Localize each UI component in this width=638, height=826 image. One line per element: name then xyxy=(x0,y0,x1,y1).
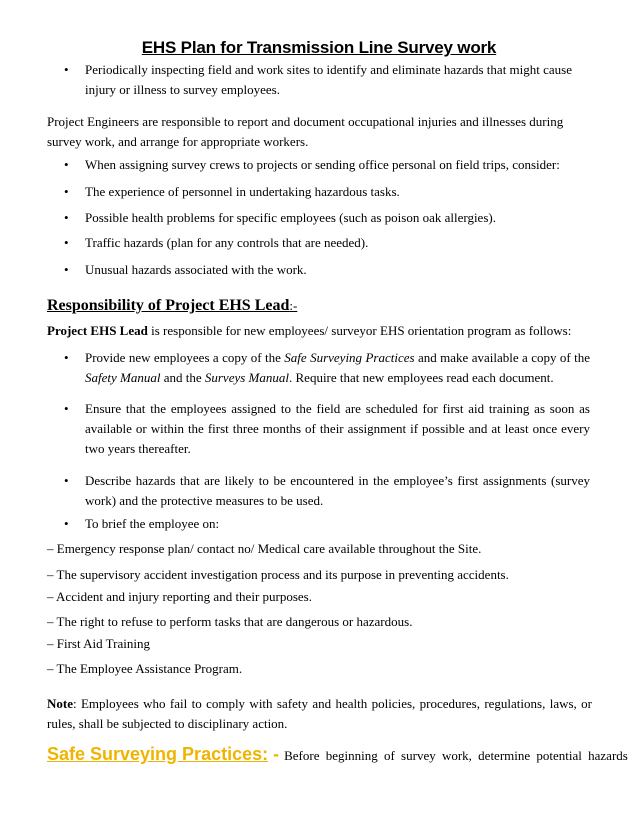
dash-item: – Emergency response plan/ contact no/ Medical care available throughout the Site. xyxy=(47,541,482,556)
bullet-icon: • xyxy=(64,210,69,225)
provide-italic-safe-surveying: Safe Surveying Practices xyxy=(284,350,415,365)
lead-rest-text: is responsible for new employees/ surveyor EHS orientation program as follows: xyxy=(147,323,572,338)
ensure-bullet-text: Ensure that the employees assigned to the field are scheduled for first aid training as soon as available or within the first three months of their assignment if possible and at least once every two years thereafter. xyxy=(85,401,590,456)
dash-item: – Accident and injury reporting and their purposes. xyxy=(47,589,312,604)
survey-bullet-5: Unusual hazards associated with the work. xyxy=(85,262,307,277)
provide-bullet-text xyxy=(85,348,590,388)
section-heading-suffix: :- xyxy=(289,298,298,313)
provide-text-4: . Require that new employees read each document. xyxy=(289,370,554,385)
survey-bullet-4: Traffic hazards (plan for any controls that are needed). xyxy=(85,235,369,250)
safe-surveying-text: Before beginning of survey work, determine potential hazards xyxy=(284,748,628,763)
lead-intro-line xyxy=(47,321,592,341)
project-engineers-paragraph: Project Engineers are responsible to report and document occupational injuries and illnesses during survey work, and arrange for appropriate workers. xyxy=(47,114,564,149)
note-label: Note xyxy=(47,696,73,711)
survey-bullet-3: Possible health problems for specific employees (such as poison oak allergies). xyxy=(85,210,496,225)
provide-italic-safety-manual: Safety Manual xyxy=(85,370,161,385)
bullet-icon: • xyxy=(64,473,69,488)
safe-surveying-line xyxy=(47,742,628,768)
section-heading-text: Responsibility of Project EHS Lead xyxy=(47,297,290,314)
bullet-icon: • xyxy=(64,235,69,250)
provide-text-1: Provide new employees a copy of the xyxy=(85,350,285,365)
bullet-icon: • xyxy=(64,62,69,77)
dash-item: – The right to refuse to perform tasks that are dangerous or hazardous. xyxy=(47,614,413,629)
note-text: : Employees who fail to comply with safety and health policies, procedures, regulations, laws, or rules, shall be subjected to disciplinary action. xyxy=(47,696,592,731)
safe-surveying-dash: - xyxy=(268,744,285,764)
section-heading xyxy=(47,297,297,315)
page-title: EHS Plan for Transmission Line Survey work xyxy=(141,38,497,57)
provide-text-2: and make available a copy of the xyxy=(414,350,590,365)
provide-italic-surveys-manual: Surveys Manual xyxy=(204,370,289,385)
brief-bullet-text: To brief the employee on: xyxy=(85,516,220,531)
dash-item: – First Aid Training xyxy=(47,636,150,651)
safe-surveying-heading: Safe Surveying Practices: xyxy=(47,744,269,764)
bullet-icon: • xyxy=(64,262,69,277)
bullet-icon: • xyxy=(64,516,69,531)
dash-item: – The supervisory accident investigation process and its purpose in preventing accidents. xyxy=(47,567,509,582)
bullet-icon: • xyxy=(64,401,69,416)
bullet-icon: • xyxy=(64,157,69,172)
survey-bullet-2: The experience of personnel in undertaking hazardous tasks. xyxy=(85,184,400,199)
dash-item: – The Employee Assistance Program. xyxy=(47,661,243,676)
describe-bullet-text: Describe hazards that are likely to be encountered in the employee’s first assignments (survey work) and the protective measures to be used. xyxy=(85,473,590,508)
survey-bullet-1: When assigning survey crews to projects or sending office personal on field trips, consider: xyxy=(85,157,560,172)
lead-bold-label: Project EHS Lead xyxy=(47,323,148,338)
intro-bullet-text: Periodically inspecting field and work sites to identify and eliminate hazards that might cause injury or illness to survey employees. xyxy=(85,62,573,97)
provide-text-3: and the xyxy=(160,370,205,385)
bullet-icon: • xyxy=(64,184,69,199)
note-paragraph xyxy=(47,694,592,734)
bullet-icon: • xyxy=(64,350,69,365)
